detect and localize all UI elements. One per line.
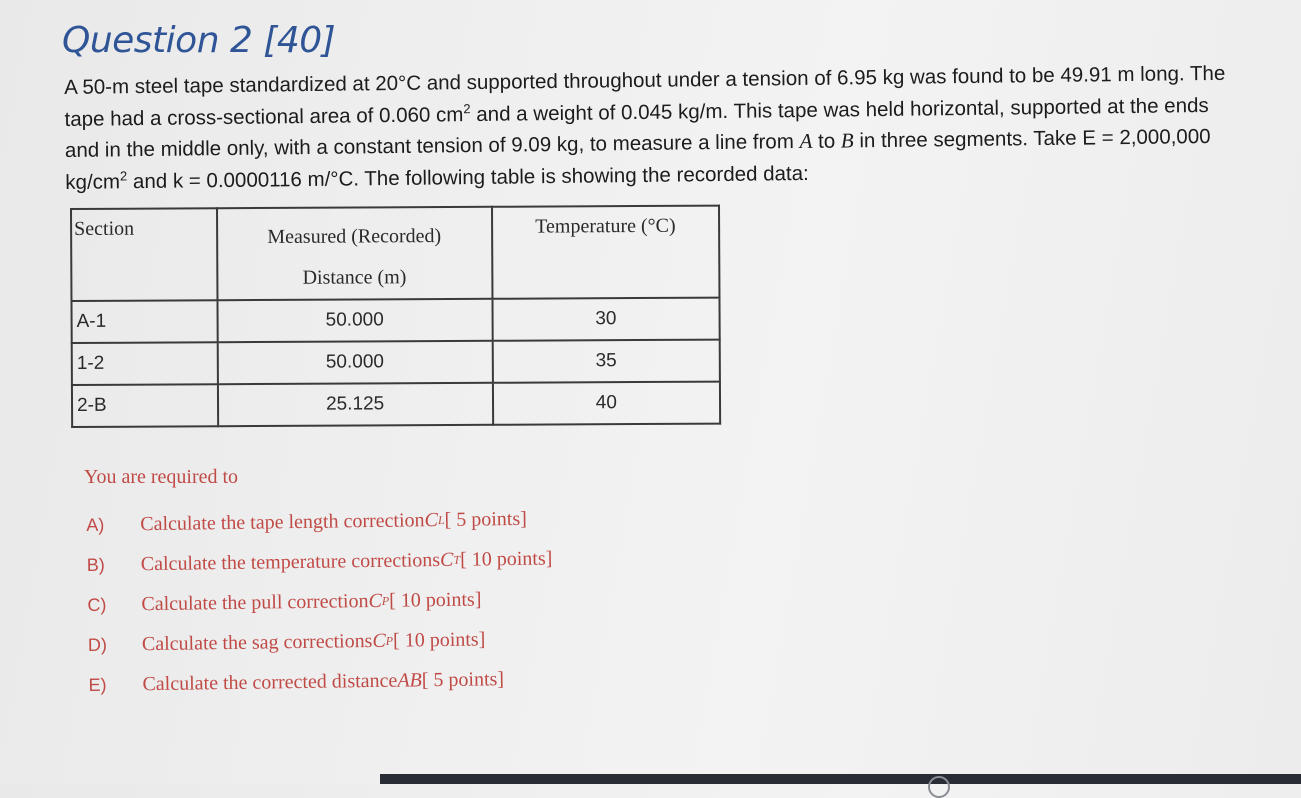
task-subscript: T	[453, 552, 461, 567]
table-row	[72, 340, 720, 385]
task-points: [ 10 points]	[459, 546, 553, 571]
problem-line-2-a: tape had a cross-sectional area of 0.060 cm	[64, 102, 464, 131]
taskbar-edge	[380, 774, 1301, 784]
task-symbol: C	[439, 548, 454, 571]
task-text: Calculate the tape length correction	[140, 508, 425, 535]
task-text: Calculate the pull correction	[141, 589, 369, 615]
problem-line-2-b: and a weight of 0.045 kg/m. This tape was held horizontal, supported at the ends	[470, 93, 1209, 126]
list-item	[86, 498, 552, 544]
table-header-row	[71, 206, 719, 301]
task-list	[86, 498, 554, 704]
task-text: Calculate the sag corrections	[141, 629, 373, 655]
header-temperature: Temperature (°C)	[492, 206, 720, 299]
required-intro: You are required to	[84, 466, 239, 488]
superscript-2: 2	[463, 100, 471, 116]
task-points: [ 5 points]	[444, 507, 527, 531]
task-letter: C)	[87, 594, 107, 615]
problem-line-3-a: and in the middle only, with a constant tension of 9.09 kg, to measure a line from	[64, 130, 800, 162]
list-item	[88, 618, 554, 664]
superscript-2: 2	[119, 167, 128, 183]
task-text: Calculate the temperature corrections	[140, 548, 441, 575]
point-b-symbol: B	[840, 128, 854, 153]
problem-statement	[64, 57, 1280, 198]
header-measured-distance	[217, 207, 493, 300]
problem-line-4-b: and k = 0.0000116 m/°C. The following table is showing the recorded data:	[127, 161, 809, 193]
table-row	[72, 382, 720, 427]
list-item	[87, 578, 553, 624]
task-symbol: C	[372, 629, 386, 652]
cell-section: 1-2	[72, 342, 218, 385]
cell-section: A-1	[71, 300, 217, 343]
task-subscript: L	[437, 512, 445, 527]
task-letter: D)	[87, 634, 108, 655]
table-row	[71, 298, 719, 343]
cell-distance: 50.000	[217, 341, 492, 384]
cell-temperature: 40	[493, 382, 721, 425]
problem-line-3-b: in three segments. Take E = 2,000,000	[853, 124, 1211, 153]
header-measured-line2: Distance (m)	[302, 266, 407, 289]
task-symbol: AB	[397, 668, 422, 692]
header-measured-line1: Measured (Recorded)	[267, 225, 442, 248]
task-letter: B)	[86, 554, 105, 575]
task-letter: E)	[88, 674, 107, 695]
problem-line-4-a: kg/cm	[65, 169, 121, 194]
task-text: Calculate the corrected distance	[142, 669, 398, 695]
question-title: Question 2 [40]	[62, 20, 336, 61]
point-a-symbol: A	[799, 128, 813, 154]
cell-temperature: 35	[492, 340, 720, 383]
task-points: [ 10 points]	[392, 627, 486, 652]
task-subscript: P	[381, 593, 390, 608]
cell-temperature: 30	[492, 298, 720, 341]
list-item	[88, 658, 554, 704]
cell-section: 2-B	[72, 384, 218, 427]
task-subscript: P	[385, 633, 394, 648]
task-points: [ 10 points]	[389, 587, 482, 612]
task-letter: A)	[86, 514, 105, 535]
task-points: [ 5 points]	[421, 667, 505, 691]
cell-distance: 25.125	[218, 383, 493, 426]
cell-distance: 50.000	[217, 299, 492, 342]
taskbar-circle-icon	[928, 776, 950, 798]
problem-line-3-to: to	[812, 129, 841, 153]
problem-line-1-text: A 50-m steel tape standardized at 20°C and supported throughout under a tension of 6.95 kg was found to be 49.91 m long. The	[64, 61, 1226, 99]
task-symbol: C	[368, 589, 382, 612]
recorded-data-table	[70, 205, 721, 428]
task-symbol: C	[424, 508, 439, 531]
list-item	[87, 538, 553, 584]
header-section: Section	[71, 208, 217, 301]
